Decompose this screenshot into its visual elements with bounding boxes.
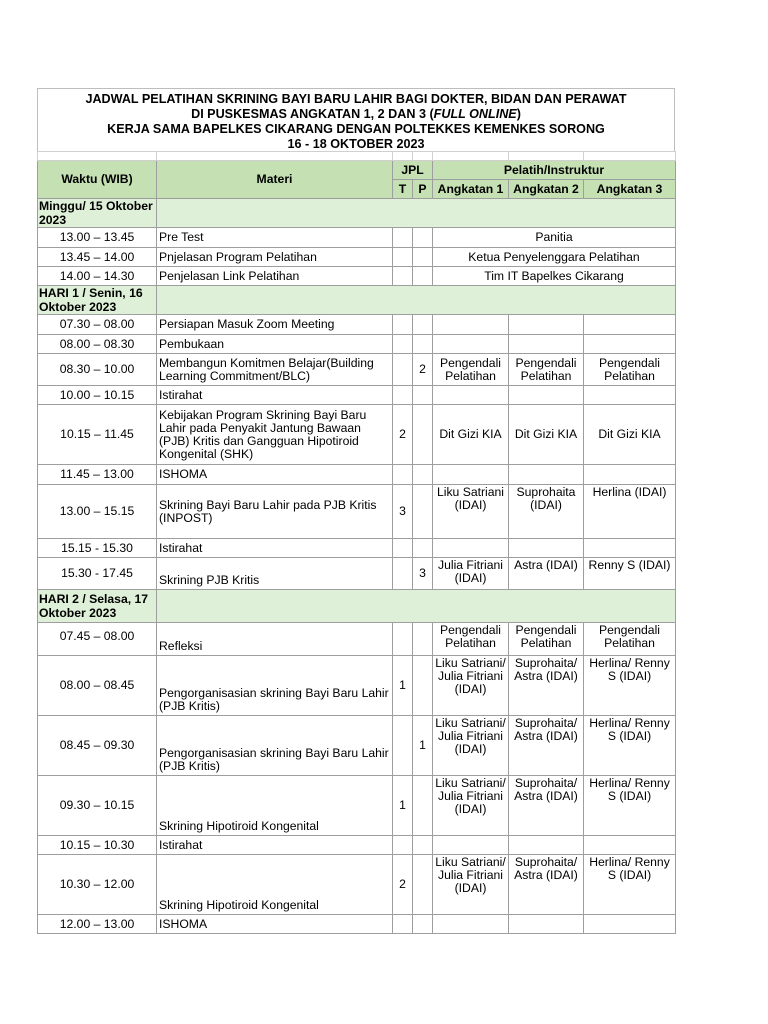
jpl-t-cell: 2 <box>393 855 413 915</box>
jpl-p-cell <box>413 267 433 286</box>
schedule-row <box>38 386 676 405</box>
jpl-p-cell <box>413 623 433 656</box>
time-cell: 08.30 – 10.00 <box>38 354 157 386</box>
jpl-p-cell <box>413 386 433 405</box>
instructor-angkatan-3-cell <box>584 315 676 335</box>
schedule-row <box>38 405 676 465</box>
time-cell: 13.00 – 15.15 <box>38 485 157 539</box>
instructor-angkatan-2-cell: Pengendali Pelatihan <box>509 354 584 386</box>
materi-cell: Skrining Hipotiroid Kongenital <box>157 776 393 836</box>
section-label: HARI 1 / Senin, 16 Oktober 2023 <box>38 286 157 315</box>
materi-cell: Persiapan Masuk Zoom Meeting <box>157 315 393 335</box>
jpl-t-cell <box>393 386 413 405</box>
schedule-document <box>37 88 675 934</box>
jpl-p-cell: 2 <box>413 354 433 386</box>
instructor-angkatan-3-cell: Herlina/ Renny S (IDAI) <box>584 855 676 915</box>
materi-cell: Membangun Komitmen Belajar(Building Learning Commitment/BLC) <box>157 354 393 386</box>
instructor-merged-cell: Tim IT Bapelkes Cikarang <box>433 267 676 286</box>
schedule-row <box>38 836 676 855</box>
instructor-angkatan-3-cell: Pengendali Pelatihan <box>584 354 676 386</box>
materi-cell: Pengorganisasian skrining Bayi Baru Lahir (PJB Kritis) <box>157 656 393 716</box>
instructor-angkatan-2-cell: Suprohaita/ Astra (IDAI) <box>509 716 584 776</box>
instructor-angkatan-2-cell <box>509 539 584 558</box>
time-cell: 15.15 - 15.30 <box>38 539 157 558</box>
jpl-t-cell <box>393 836 413 855</box>
jpl-p-cell <box>413 855 433 915</box>
instructor-angkatan-2-cell: Suprohaita/ Astra (IDAI) <box>509 855 584 915</box>
section-row <box>38 590 676 623</box>
instructor-angkatan-1-cell: Julia Fitriani (IDAI) <box>433 558 509 590</box>
jpl-t-cell <box>393 267 413 286</box>
materi-cell: ISHOMA <box>157 465 393 485</box>
title-line-1: JADWAL PELATIHAN SKRINING BAYI BARU LAHIR BAGI DOKTER, BIDAN DAN PERAWAT <box>85 92 627 106</box>
instructor-angkatan-2-cell: Dit Gizi KIA <box>509 405 584 465</box>
instructor-angkatan-2-cell: Suprohaita (IDAI) <box>509 485 584 539</box>
materi-cell: Pre Test <box>157 228 393 248</box>
schedule-row <box>38 776 676 836</box>
jpl-t-cell: 3 <box>393 485 413 539</box>
jpl-t-cell <box>393 248 413 267</box>
section-row <box>38 286 676 315</box>
instructor-merged-cell: Panitia <box>433 228 676 248</box>
schedule-row <box>38 855 676 915</box>
materi-cell: Penjelasan Link Pelatihan <box>157 267 393 286</box>
jpl-t-cell: 2 <box>393 405 413 465</box>
schedule-row <box>38 315 676 335</box>
instructor-angkatan-1-cell: Liku Satriani (IDAI) <box>433 485 509 539</box>
instructor-angkatan-2-cell <box>509 836 584 855</box>
time-cell: 08.00 – 08.30 <box>38 335 157 354</box>
instructor-angkatan-1-cell: Liku Satriani/ Julia Fitriani (IDAI) <box>433 656 509 716</box>
jpl-t-cell <box>393 623 413 656</box>
jpl-t-cell <box>393 354 413 386</box>
instructor-angkatan-1-cell <box>433 315 509 335</box>
title-line-2: DI PUSKESMAS ANGKATAN 1, 2 DAN 3 (FULL ONLINE) <box>191 107 521 121</box>
header-angkatan-1: Angkatan 1 <box>433 180 509 199</box>
materi-cell: Istirahat <box>157 386 393 405</box>
instructor-angkatan-3-cell <box>584 836 676 855</box>
title-line-3: KERJA SAMA BAPELKES CIKARANG DENGAN POLTEKKES KEMENKES SORONG <box>107 122 605 136</box>
header-waktu: Waktu (WIB) <box>38 161 157 199</box>
instructor-angkatan-3-cell: Herlina/ Renny S (IDAI) <box>584 656 676 716</box>
schedule-row <box>38 623 676 656</box>
header-pelatih: Pelatih/Instruktur <box>433 161 676 180</box>
jpl-t-cell <box>393 465 413 485</box>
jpl-t-cell <box>393 539 413 558</box>
jpl-p-cell: 3 <box>413 558 433 590</box>
jpl-t-cell <box>393 716 413 776</box>
instructor-angkatan-1-cell: Liku Satriani/ Julia Fitriani (IDAI) <box>433 855 509 915</box>
header-jpl: JPL <box>393 161 433 180</box>
instructor-angkatan-1-cell <box>433 539 509 558</box>
jpl-p-cell <box>413 656 433 716</box>
instructor-angkatan-2-cell <box>509 315 584 335</box>
time-cell: 13.45 – 14.00 <box>38 248 157 267</box>
instructor-angkatan-3-cell: Pengendali Pelatihan <box>584 623 676 656</box>
header-row-1 <box>38 161 676 180</box>
materi-cell: Istirahat <box>157 836 393 855</box>
header-p: P <box>413 180 433 199</box>
jpl-p-cell <box>413 776 433 836</box>
header-materi: Materi <box>157 161 393 199</box>
jpl-p-cell <box>413 405 433 465</box>
schedule-row <box>38 656 676 716</box>
instructor-angkatan-1-cell: Dit Gizi KIA <box>433 405 509 465</box>
jpl-p-cell <box>413 335 433 354</box>
instructor-angkatan-3-cell <box>584 539 676 558</box>
instructor-angkatan-1-cell <box>433 915 509 934</box>
instructor-angkatan-1-cell <box>433 335 509 354</box>
instructor-angkatan-3-cell: Herlina/ Renny S (IDAI) <box>584 716 676 776</box>
jpl-t-cell <box>393 558 413 590</box>
materi-cell: Pembukaan <box>157 335 393 354</box>
time-cell: 10.30 – 12.00 <box>38 855 157 915</box>
schedule-row <box>38 539 676 558</box>
materi-cell: ISHOMA <box>157 915 393 934</box>
time-cell: 12.00 – 13.00 <box>38 915 157 934</box>
schedule-row <box>38 716 676 776</box>
instructor-angkatan-1-cell <box>433 465 509 485</box>
time-cell: 13.00 – 13.45 <box>38 228 157 248</box>
schedule-row <box>38 465 676 485</box>
schedule-row <box>38 335 676 354</box>
instructor-angkatan-3-cell <box>584 335 676 354</box>
instructor-angkatan-3-cell <box>584 465 676 485</box>
jpl-t-cell <box>393 315 413 335</box>
time-cell: 10.00 – 10.15 <box>38 386 157 405</box>
jpl-t-cell <box>393 335 413 354</box>
time-cell: 10.15 – 10.30 <box>38 836 157 855</box>
schedule-row <box>38 485 676 539</box>
schedule-table <box>37 151 676 934</box>
time-cell: 08.45 – 09.30 <box>38 716 157 776</box>
instructor-angkatan-3-cell: Herlina (IDAI) <box>584 485 676 539</box>
instructor-angkatan-1-cell: Pengendali Pelatihan <box>433 354 509 386</box>
jpl-p-cell <box>413 228 433 248</box>
section-label: HARI 2 / Selasa, 17 Oktober 2023 <box>38 590 157 623</box>
materi-cell: Pnjelasan Program Pelatihan <box>157 248 393 267</box>
jpl-t-cell <box>393 915 413 934</box>
header-angkatan-2: Angkatan 2 <box>509 180 584 199</box>
instructor-angkatan-2-cell: Astra (IDAI) <box>509 558 584 590</box>
materi-cell: Pengorganisasian skrining Bayi Baru Lahir (PJB Kritis) <box>157 716 393 776</box>
instructor-angkatan-3-cell: Herlina/ Renny S (IDAI) <box>584 776 676 836</box>
materi-cell: Kebijakan Program Skrining Bayi Baru Lahir pada Penyakit Jantung Bawaan (PJB) Kritis dan Gangguan Hipotiroid Kongenital (SHK) <box>157 405 393 465</box>
materi-cell: Istirahat <box>157 539 393 558</box>
materi-cell: Skrining Hipotiroid Kongenital <box>157 855 393 915</box>
header-t: T <box>393 180 413 199</box>
jpl-t-cell: 1 <box>393 776 413 836</box>
document-title <box>37 88 675 151</box>
jpl-p-cell <box>413 915 433 934</box>
jpl-t-cell: 1 <box>393 656 413 716</box>
schedule-row <box>38 354 676 386</box>
instructor-angkatan-2-cell <box>509 915 584 934</box>
instructor-angkatan-2-cell: Suprohaita/ Astra (IDAI) <box>509 776 584 836</box>
instructor-angkatan-1-cell: Pengendali Pelatihan <box>433 623 509 656</box>
section-filler <box>157 286 676 315</box>
schedule-row <box>38 558 676 590</box>
time-cell: 09.30 – 10.15 <box>38 776 157 836</box>
time-cell: 07.45 – 08.00 <box>38 623 157 656</box>
jpl-p-cell <box>413 539 433 558</box>
jpl-p-cell <box>413 315 433 335</box>
instructor-angkatan-2-cell: Suprohaita/ Astra (IDAI) <box>509 656 584 716</box>
time-cell: 07.30 – 08.00 <box>38 315 157 335</box>
materi-cell: Skrining PJB Kritis <box>157 558 393 590</box>
instructor-angkatan-2-cell <box>509 335 584 354</box>
jpl-p-cell <box>413 465 433 485</box>
jpl-t-cell <box>393 228 413 248</box>
jpl-p-cell: 1 <box>413 716 433 776</box>
jpl-p-cell <box>413 248 433 267</box>
jpl-p-cell <box>413 836 433 855</box>
instructor-angkatan-1-cell <box>433 836 509 855</box>
instructor-angkatan-2-cell: Pengendali Pelatihan <box>509 623 584 656</box>
instructor-angkatan-3-cell: Dit Gizi KIA <box>584 405 676 465</box>
time-cell: 14.00 – 14.30 <box>38 267 157 286</box>
instructor-angkatan-3-cell: Renny S (IDAI) <box>584 558 676 590</box>
instructor-angkatan-1-cell: Liku Satriani/ Julia Fitriani (IDAI) <box>433 716 509 776</box>
time-cell: 10.15 – 11.45 <box>38 405 157 465</box>
materi-cell: Refleksi <box>157 623 393 656</box>
section-filler <box>157 590 676 623</box>
time-cell: 11.45 – 13.00 <box>38 465 157 485</box>
instructor-angkatan-2-cell <box>509 465 584 485</box>
spacer-row <box>38 152 676 161</box>
instructor-angkatan-3-cell <box>584 915 676 934</box>
section-label: Minggu/ 15 Oktober 2023 <box>38 199 157 228</box>
time-cell: 08.00 – 08.45 <box>38 656 157 716</box>
instructor-angkatan-3-cell <box>584 386 676 405</box>
schedule-row <box>38 915 676 934</box>
title-line-4: 16 - 18 OKTOBER 2023 <box>287 137 425 151</box>
section-filler <box>157 199 676 228</box>
schedule-row <box>38 267 676 286</box>
instructor-angkatan-1-cell <box>433 386 509 405</box>
instructor-angkatan-1-cell: Liku Satriani/ Julia Fitriani (IDAI) <box>433 776 509 836</box>
schedule-row <box>38 228 676 248</box>
materi-cell: Skrining Bayi Baru Lahir pada PJB Kritis (INPOST) <box>157 485 393 539</box>
instructor-angkatan-2-cell <box>509 386 584 405</box>
schedule-row <box>38 248 676 267</box>
header-angkatan-3: Angkatan 3 <box>584 180 676 199</box>
time-cell: 15.30 - 17.45 <box>38 558 157 590</box>
jpl-p-cell <box>413 485 433 539</box>
section-row <box>38 199 676 228</box>
instructor-merged-cell: Ketua Penyelenggara Pelatihan <box>433 248 676 267</box>
